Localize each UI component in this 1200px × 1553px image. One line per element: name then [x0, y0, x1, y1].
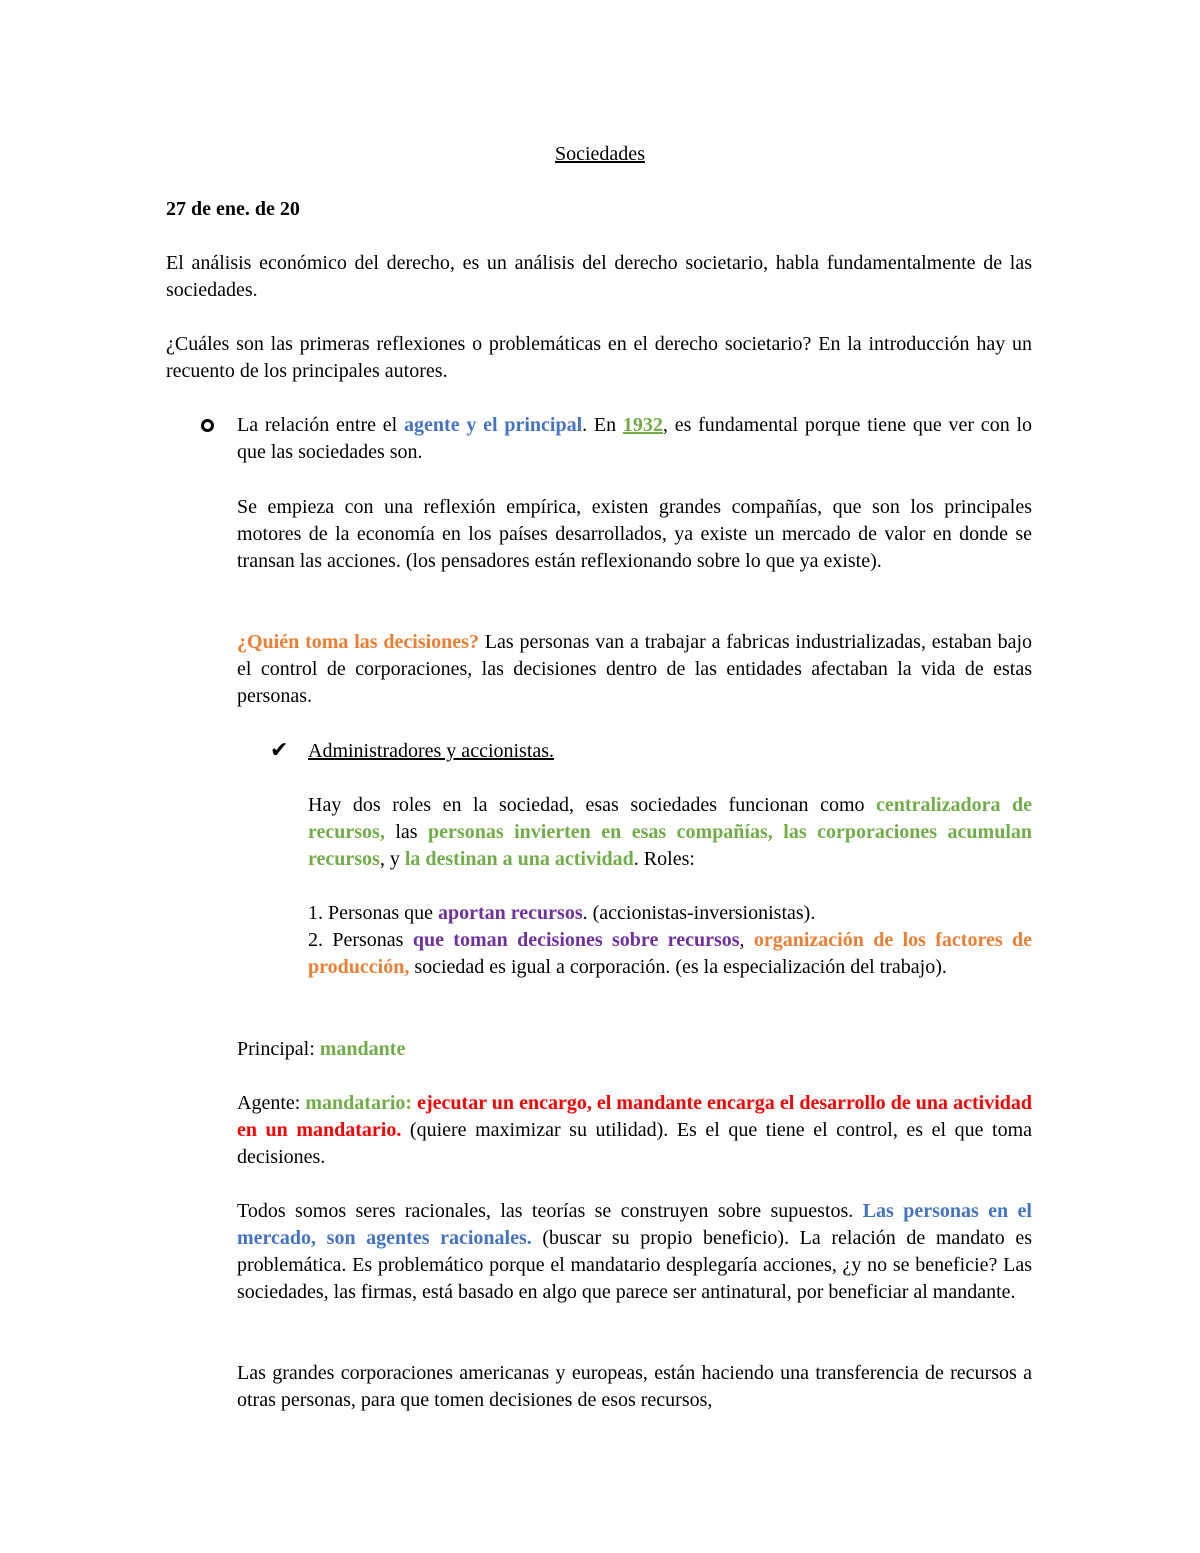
paragraph-empirical: Se empieza con una reflexión empírica, existen grandes compañías, que son los principales motores de la economía en los países desarrollados, ya existe un mercado de valor en donde se transan las acciones. (los pensadores están reflexionando sobre lo que ya existe). — [237, 496, 1032, 572]
paragraph-corporations: Las grandes corporaciones americanas y europeas, están haciendo una transferencia de recursos a otras personas, para que tomen decisiones de esos recursos, — [237, 1362, 1032, 1411]
bullet-item-agent-principal: La relación entre el agente y el principal. En 1932, es fundamental porque tiene que ver con lo que las sociedades son. — [237, 414, 1033, 463]
role-item-1: 1. Personas que aportan recursos. (accionistas-inversionistas). — [308, 902, 816, 924]
paragraph-roles: Hay dos roles en la sociedad, esas sociedades funcionan como centralizadora de recursos, las personas invierten en esas compañías, las corporaciones acumulan recursos, y la destinan a una actividad. Roles: — [308, 794, 1033, 870]
principal-definition: Principal: mandante — [237, 1038, 406, 1060]
paragraph-rational-agents: Todos somos seres racionales, las teorías se construyen sobre supuestos. Las personas en el mercado, son agentes racionales. (buscar su propio beneficio). La relación de mandato es problemática. Es problemático porque el mandatario desplegaría acciones, ¿y no se beneficie? Las sociedades, las firmas, está basado en algo que parece ser antinatural, por beneficiar al mandante. — [237, 1200, 1032, 1303]
paragraph-decisions: ¿Quién toma las decisiones? Las personas van a trabajar a fabricas industrializadas, estaban bajo el control de corporaciones, las decisiones dentro de las entidades afectaban la vida de estas personas. — [237, 631, 1033, 707]
paragraph-question: ¿Cuáles son las primeras reflexiones o problemáticas en el derecho societario? En la introducción hay un recuento de los principales autores. — [166, 333, 1032, 382]
role-item-2: 2. Personas que toman decisiones sobre recursos, organización de los factores de producción, sociedad es igual a corporación. (es la especialización del trabajo). — [308, 929, 1033, 978]
check-item-administrators: Administradores y accionistas. — [308, 740, 555, 762]
date-heading: 27 de ene. de 20 — [166, 198, 300, 220]
year-highlight: 1932 — [622, 414, 663, 436]
checkmark-icon: ✔ — [270, 738, 289, 763]
who-decides-highlight: ¿Quién toma las decisiones? — [237, 631, 479, 653]
page-title: Sociedades — [555, 143, 645, 165]
hollow-circle-bullet-icon — [201, 419, 214, 432]
paragraph-intro: El análisis económico del derecho, es un análisis del derecho societario, habla fundamentalmente de las sociedades. — [166, 252, 1032, 301]
agent-principal-highlight: agente y el principal — [404, 414, 583, 436]
agente-definition: Agente: mandatario: ejecutar un encargo, el mandante encarga el desarrollo de una actividad en un mandatario. (quiere maximizar su utilidad). Es el que tiene el control, es el que toma decisiones. — [237, 1092, 1033, 1168]
